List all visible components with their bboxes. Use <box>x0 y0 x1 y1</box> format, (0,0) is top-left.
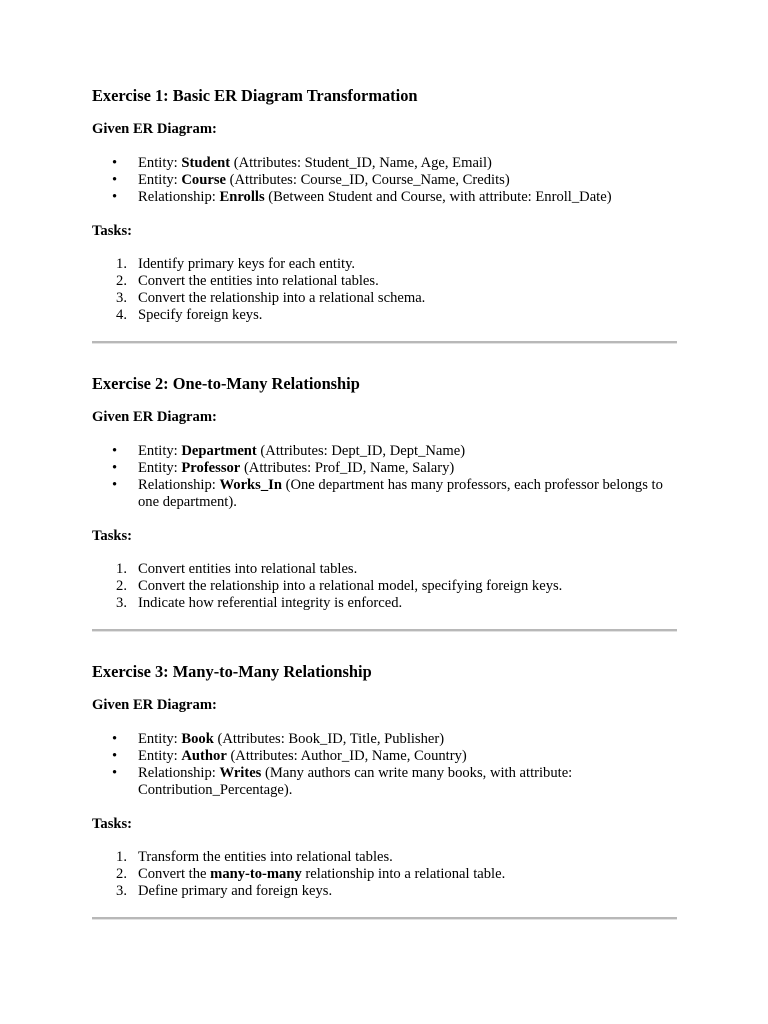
task-text: Identify primary keys for each entity. <box>138 256 356 272</box>
task-number: 1. <box>116 561 127 577</box>
exercise-title: Exercise 2: One-to-Many Relationship <box>92 374 360 393</box>
item-prefix: Entity: <box>138 172 182 188</box>
task-number: 4. <box>116 307 127 323</box>
task-text-rest: relationship into a relational table. <box>301 866 506 882</box>
item-prefix: Relationship: <box>138 477 220 493</box>
item-prefix: Entity: <box>138 155 182 171</box>
task-item <box>92 883 677 900</box>
task-item <box>92 849 677 866</box>
item-text: (Between Student and Course, with attribute: Enroll_Date) <box>264 189 612 205</box>
list-item <box>92 765 677 799</box>
task-number: 3. <box>116 595 127 611</box>
task-item <box>92 866 677 883</box>
entity-name: Course <box>181 172 226 188</box>
bullet-icon: • <box>112 443 118 459</box>
task-number: 2. <box>116 578 127 594</box>
item-prefix: Entity: <box>138 748 182 764</box>
item-prefix: Relationship: <box>138 765 220 781</box>
bullet-icon: • <box>112 765 118 781</box>
section-divider <box>92 629 677 632</box>
task-number: 3. <box>116 883 127 899</box>
list-item <box>92 155 677 172</box>
bullet-icon: • <box>112 172 118 188</box>
tasks-list <box>92 849 677 900</box>
item-prefix: Entity: <box>138 731 182 747</box>
bullet-icon: • <box>112 477 118 493</box>
item-text: (Attributes: Course_ID, Course_Name, Credits) <box>225 172 510 188</box>
tasks-label: Tasks: <box>92 528 133 544</box>
task-text: Indicate how referential integrity is enforced. <box>138 595 403 611</box>
list-item <box>92 460 677 477</box>
bullet-icon: • <box>112 189 118 205</box>
task-item <box>92 307 677 324</box>
task-item <box>92 578 677 595</box>
task-text: Convert the entities into relational tables. <box>138 273 379 289</box>
list-item <box>92 172 677 189</box>
given-items-list <box>92 155 677 206</box>
exercise-1 <box>92 86 677 324</box>
list-item <box>92 477 677 511</box>
given-er-diagram-label: Given ER Diagram: <box>92 121 217 137</box>
entity-name: Author <box>181 748 227 764</box>
task-item <box>92 561 677 578</box>
list-item <box>92 731 677 748</box>
task-item <box>92 290 677 307</box>
item-prefix: Entity: <box>138 460 182 476</box>
tasks-label: Tasks: <box>92 816 133 832</box>
given-items-list <box>92 443 677 511</box>
relationship-name: Enrolls <box>219 189 265 205</box>
bullet-icon: • <box>112 748 118 764</box>
exercise-2 <box>92 374 677 612</box>
section-divider <box>92 917 677 920</box>
task-number: 2. <box>116 273 127 289</box>
task-item <box>92 256 677 273</box>
given-items-list <box>92 731 677 799</box>
entity-name: Professor <box>181 460 241 476</box>
given-er-diagram-label: Given ER Diagram: <box>92 409 217 425</box>
bullet-icon: • <box>112 731 118 747</box>
item-prefix: Relationship: <box>138 189 220 205</box>
list-item <box>92 189 677 206</box>
task-item <box>92 273 677 290</box>
list-item <box>92 748 677 765</box>
section-divider <box>92 341 677 344</box>
exercise-title: Exercise 3: Many-to-Many Relationship <box>92 662 372 681</box>
bullet-icon: • <box>112 460 118 476</box>
task-number: 2. <box>116 866 127 882</box>
task-number: 3. <box>116 290 127 306</box>
item-text: (Many authors can write many books, with attribute: Contribution_Percentage). <box>138 765 573 798</box>
task-text: Convert the <box>138 866 211 882</box>
task-number: 1. <box>116 849 127 865</box>
task-text: Convert the relationship into a relational schema. <box>138 290 426 306</box>
item-text: (One department has many professors, each professor belongs to one department). <box>138 477 663 510</box>
tasks-label: Tasks: <box>92 223 133 239</box>
list-item <box>92 443 677 460</box>
relationship-name: Works_In <box>219 477 282 493</box>
relationship-name: Writes <box>219 765 262 781</box>
item-text: (Attributes: Student_ID, Name, Age, Email) <box>230 155 492 171</box>
task-emphasis: many-to-many <box>210 866 302 882</box>
exercise-3 <box>92 662 677 900</box>
given-er-diagram-label: Given ER Diagram: <box>92 697 217 713</box>
tasks-list <box>92 561 677 612</box>
bullet-icon: • <box>112 155 118 171</box>
task-text: Specify foreign keys. <box>138 307 263 323</box>
entity-name: Book <box>181 731 214 747</box>
task-number: 1. <box>116 256 127 272</box>
entity-name: Student <box>181 155 231 171</box>
entity-name: Department <box>181 443 257 459</box>
item-prefix: Entity: <box>138 443 182 459</box>
item-text: (Attributes: Book_ID, Title, Publisher) <box>213 731 445 747</box>
task-text: Convert the relationship into a relational model, specifying foreign keys. <box>138 578 563 594</box>
task-item <box>92 595 677 612</box>
item-text: (Attributes: Dept_ID, Dept_Name) <box>256 443 466 459</box>
exercise-title: Exercise 1: Basic ER Diagram Transformation <box>92 86 418 105</box>
task-text: Convert entities into relational tables. <box>138 561 358 577</box>
tasks-list <box>92 256 677 324</box>
task-text: Transform the entities into relational tables. <box>138 849 393 865</box>
item-text: (Attributes: Prof_ID, Name, Salary) <box>240 460 455 476</box>
item-text: (Attributes: Author_ID, Name, Country) <box>226 748 467 764</box>
task-text: Define primary and foreign keys. <box>138 883 333 899</box>
